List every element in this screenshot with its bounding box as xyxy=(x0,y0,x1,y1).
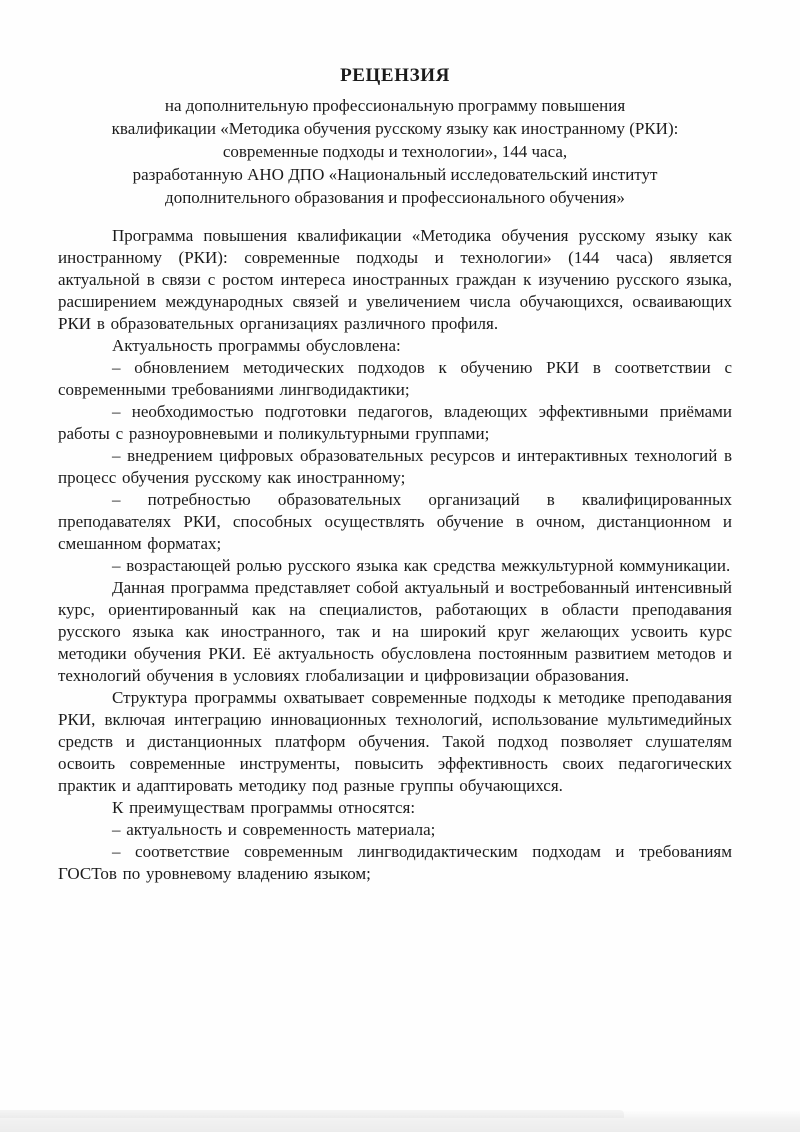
paragraph-relevance-heading: Актуальность программы обусловлена: xyxy=(112,336,401,355)
paragraph-structure: Структура программы охватывает современные подходы к методике преподавания РКИ, включая интеграцию инновационных технологий, использование мультимедийных средств и дистанционных платформ обучения. Такой подход позволяет слушателям освоить современные инструменты, повысить эффективность своих педагогических практик и адаптировать методику под разные группы обучающихся. xyxy=(58,688,732,795)
bullet-item: – соответствие современным лингводидактическим подходам и требованиям ГОСТов по уровневому владению языком; xyxy=(58,842,732,883)
subtitle-line: дополнительного образования и профессионального обучения» xyxy=(165,188,625,207)
document-title: РЕЦЕНЗИЯ xyxy=(340,65,450,86)
paragraph-advantages-heading: К преимуществам программы относятся: xyxy=(112,798,416,817)
scan-shadow-artifact xyxy=(0,1110,800,1132)
subtitle-line: разработанную АНО ДПО «Национальный исследовательский институт xyxy=(132,165,658,184)
bullet-item: – обновлением методических подходов к обучению РКИ в соответствии с современными требованиями лингводидактики; xyxy=(58,358,732,399)
bullet-item: – возрастающей ролью русского языка как средства межкультурной коммуникации. xyxy=(112,556,731,575)
bullet-item: – внедрением цифровых образовательных ресурсов и интерактивных технологий в процесс обучения русскому как иностранному; xyxy=(58,446,732,487)
bullet-item: – потребностью образовательных организаций в квалифицированных преподавателях РКИ, способных осуществлять обучение в очном, дистанционном и смешанном форматах; xyxy=(58,490,732,553)
document-content xyxy=(58,64,732,885)
subtitle-line: на дополнительную профессиональную программу повышения xyxy=(164,96,626,115)
document-body xyxy=(58,225,732,885)
bullet-item: – необходимостью подготовки педагогов, владеющих эффективными приёмами работы с разноуровневыми и поликультурными группами; xyxy=(58,402,732,443)
paragraph-course-description: Данная программа представляет собой актуальный и востребованный интенсивный курс, ориентированный как на специалистов, работающих в области преподавания русского языка как иностранного, так и на широкий круг желающих усвоить курс методики обучения РКИ. Её актуальность обусловлена постоянным развитием методов и технологий обучения в условиях глобализации и цифровизации образования. xyxy=(58,578,732,685)
paragraph-intro: Программа повышения квалификации «Методика обучения русскому языку как иностранному (РКИ): современные подходы и технологии» (144 часа) является актуальной в связи с ростом интереса иностранных граждан к изучению русского языка, расширением международных связей и увеличением числа обучающихся, осваивающих РКИ в образовательных организациях различного профиля. xyxy=(58,226,732,333)
document-subtitle xyxy=(58,94,732,209)
subtitle-line: современные подходы и технологии», 144 часа, xyxy=(222,142,568,161)
bullet-item: – актуальность и современность материала; xyxy=(112,820,436,839)
subtitle-line: квалификации «Методика обучения русскому языку как иностранному (РКИ): xyxy=(111,119,679,138)
